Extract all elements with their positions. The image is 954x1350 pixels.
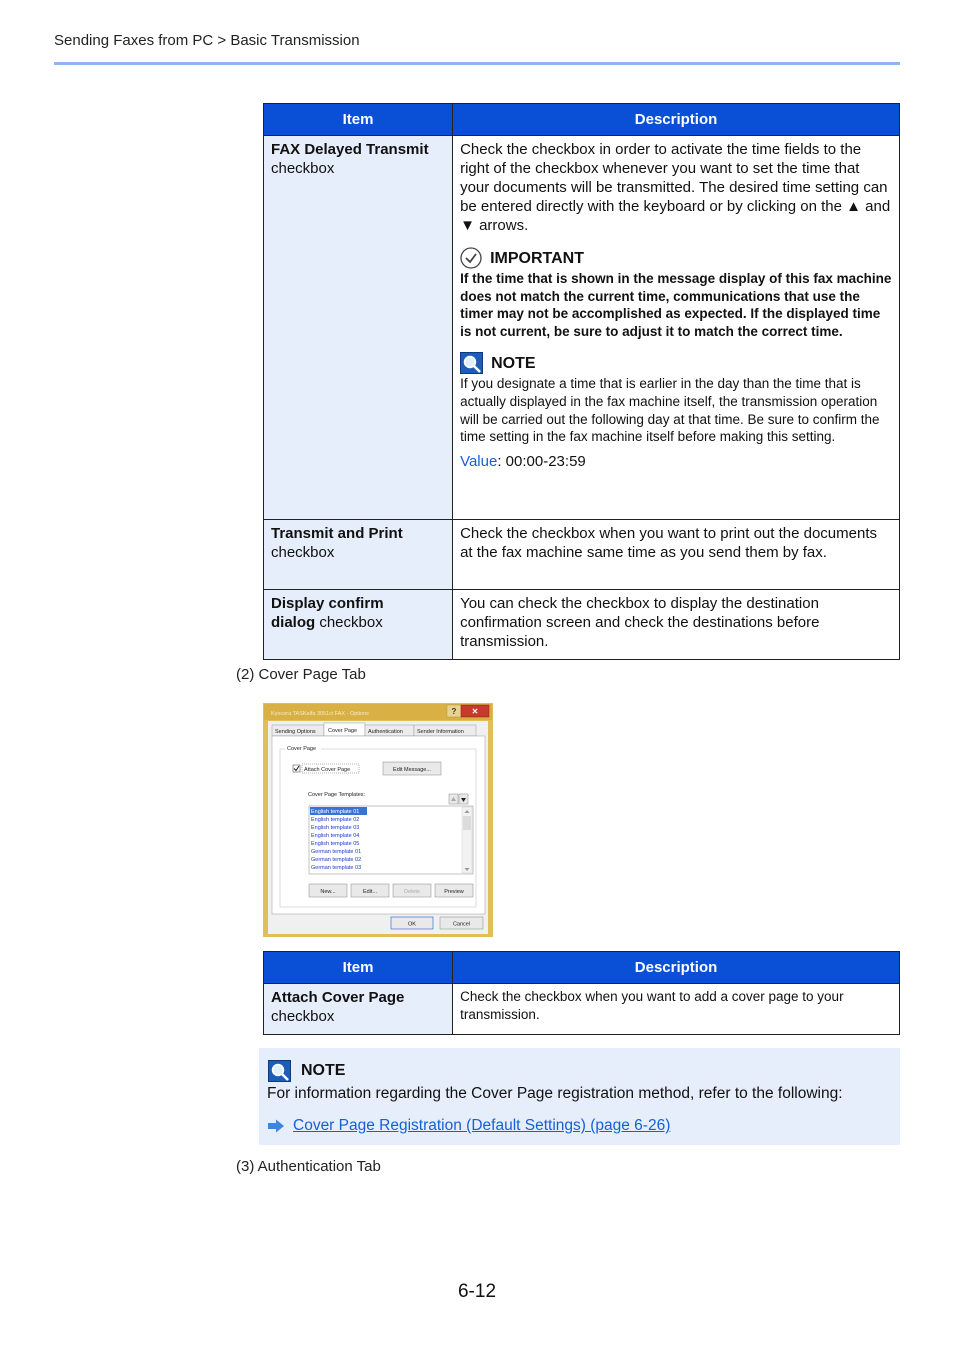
item-name-line1: Display confirm [271,595,384,612]
note-text: For information regarding the Cover Page registration method, refer to the following: [267,1085,843,1102]
item-type: checkbox [271,160,335,177]
table-header-row [264,104,900,136]
description-text: Check the checkbox when you want to print out the documents at the fax machine same time as you send them by fax. [460,525,877,561]
desc-cell [453,520,900,590]
arrow-right-icon [267,1119,285,1133]
items-table-2 [263,951,900,1035]
table-row [264,136,900,520]
item-type: checkbox [315,614,383,631]
important-text: If the time that is shown in the message display of this fax machine does not match the current time, communications that use the timer may not be accomplished as expected. If the displayed time is not current, be sure to adjust it to match the correct time. [460,271,892,339]
button-label: Delete [404,889,420,895]
templates-label: Cover Page Templates: [308,792,366,798]
template-list-item[interactable]: English template 03 [311,825,360,831]
note-text: If you designate a time that is earlier in the day than the time that is actually displayed in the fax machine itself, the transmission operation will be carried out the following day at that time. Be sure to confirm the time setting in the fax machine itself before making this setting. [460,376,880,445]
item-name-line2: dialog [271,614,316,631]
help-icon: ? [451,707,457,716]
item-type: checkbox [271,544,335,561]
description-text: Check the checkbox in order to activate the time fields to the right of the checkbox whenever you want to set the time that your documents will be transmitted. The desired time setting can be entered directly with the keyboard or by clicking on the ▲ and ▼ arrows. [460,141,891,234]
item-name: Attach Cover Page [271,989,405,1006]
desc-cell [453,984,900,1035]
important-title: IMPORTANT [490,249,584,267]
note-heading [460,352,892,374]
value-line [460,452,892,471]
button-label: OK [408,921,416,928]
template-list-item[interactable]: English template 01 [311,809,360,815]
value-range: : 00:00-23:59 [497,452,586,470]
template-list-item[interactable]: English template 04 [311,833,360,839]
template-list-item[interactable]: German template 03 [311,865,362,871]
attach-label: Attach Cover Page [304,767,351,773]
close-icon: ✕ [471,707,479,716]
dialog-title: Kyocera TASKalfa 3051ci FAX - Options [271,711,369,717]
note-title: NOTE [301,1062,346,1079]
tab-label: Sender Information [417,729,464,735]
col-item-header: Item [264,952,453,984]
note-heading [268,1060,345,1082]
col-item-header: Item [264,104,453,136]
important-heading [460,247,892,269]
breadcrumb: Sending Faxes from PC > Basic Transmission [54,32,360,49]
table-header-row [264,952,900,984]
template-list-item[interactable]: German template 01 [311,849,362,855]
template-list-item[interactable]: English template 02 [311,817,360,823]
scroll-thumb[interactable] [463,816,471,830]
checkmark-circle-icon [460,247,482,269]
note-magnifier-icon [460,352,483,374]
tab-label: Sending Options [275,729,316,735]
table-row [264,520,900,590]
item-cell [264,984,453,1035]
table-row [264,984,900,1035]
button-label: Cancel [452,921,471,928]
group-label: Cover Page [287,746,317,752]
tab-label: Authentication [368,729,403,735]
item-cell [264,136,453,520]
item-type: checkbox [271,1008,335,1025]
item-name: FAX Delayed Transmit [271,141,429,158]
item-name: Transmit and Print [271,525,403,542]
items-table-1 [263,103,900,660]
header-rule [54,62,900,65]
cover-page-dialog-screenshot [263,703,493,937]
description-text: You can check the checkbox to display the destination confirmation screen and check the destinations before transmission. [460,595,820,650]
caption-cover-page-tab: (2) Cover Page Tab [236,666,366,683]
page-number: 6-12 [457,1281,497,1302]
button-label: Edit... [362,889,378,895]
table-row [264,590,900,660]
col-desc-header: Description [453,952,900,984]
item-cell [264,590,453,660]
note-box [259,1048,900,1145]
item-cell [264,520,453,590]
template-list-item[interactable]: German template 02 [311,857,362,863]
col-desc-header: Description [453,104,900,136]
caption-authentication-tab: (3) Authentication Tab [236,1158,381,1175]
button-label: Edit Message... [393,767,431,773]
cover-page-registration-link[interactable]: Cover Page Registration (Default Settings) (page 6-26) [293,1117,671,1134]
value-label: Value [460,452,498,470]
button-label: Preview [444,889,464,895]
note-magnifier-icon [268,1060,291,1082]
desc-cell [453,136,900,520]
note-title: NOTE [491,354,536,372]
tab-label: Cover Page [328,728,358,734]
button-label: New... [320,889,336,895]
description-text: Check the checkbox when you want to add a cover page to your transmission. [460,989,844,1022]
desc-cell [453,590,900,660]
reference-link-row [267,1117,670,1135]
template-list-item[interactable]: English template 05 [311,841,360,847]
